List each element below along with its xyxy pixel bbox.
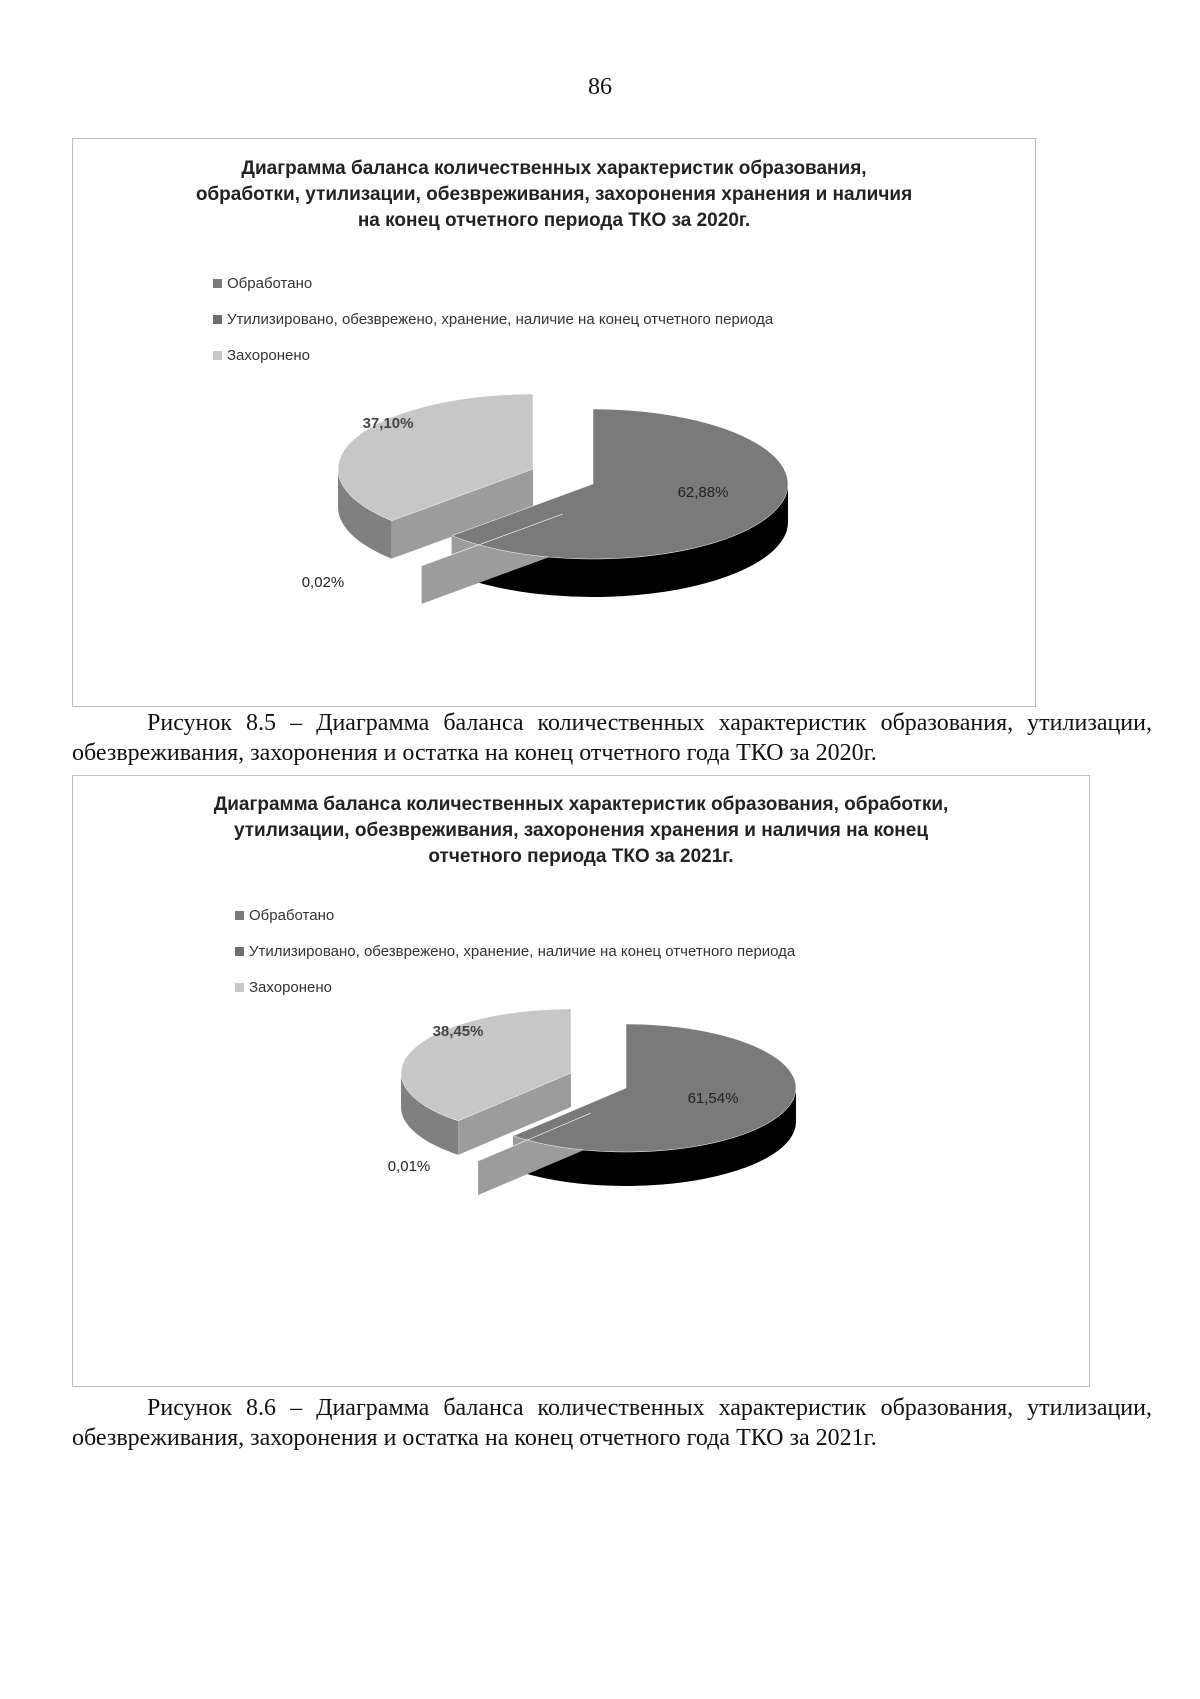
data-label: 0,02% [301,574,345,591]
pie-chart-2021 [72,775,1090,1387]
chart-title: Диаграмма баланса количественных характеристик образования, обработки, утилизации, обезвреживания, захоронения хранения и наличия на конец отчетного периода ТКО за 2020г. [195,158,913,231]
data-label: 38,45% [432,1023,484,1040]
legend-label: Обработано [249,906,335,924]
legend-label: Утилизировано, обезврежено, хранение, наличие на конец отчетного периода [227,310,774,328]
data-label: 61,54% [687,1090,739,1107]
data-label: 62,88% [677,484,729,501]
legend-label: Захоронено [249,978,333,996]
figure-caption: Рисунок 8.6 – Диаграмма баланса количественных характеристик образования, утилизации, обезвреживания, захоронения и остатка на конец отчетного года ТКО за 2021г. [72,1395,1152,1451]
page-number: 86 [588,74,612,100]
pie-plot [73,776,1089,1386]
legend-label: Утилизировано, обезврежено, хранение, наличие на конец отчетного периода [249,942,796,960]
pie-plot [73,139,1035,706]
pie-chart-2020 [72,138,1036,707]
chart-title: Диаграмма баланса количественных характеристик образования, обработки, утилизации, обезвреживания, захоронения хранения и наличия на конец отчетного периода ТКО за 2021г. [213,794,949,867]
figure-caption: Рисунок 8.5 – Диаграмма баланса количественных характеристик образования, утилизации, обезвреживания, захоронения и остатка на конец отчетного года ТКО за 2020г. [72,710,1152,766]
legend-label: Захоронено [227,346,311,364]
data-label: 0,01% [387,1158,431,1175]
data-label: 37,10% [362,415,414,432]
legend-label: Обработано [227,274,313,292]
